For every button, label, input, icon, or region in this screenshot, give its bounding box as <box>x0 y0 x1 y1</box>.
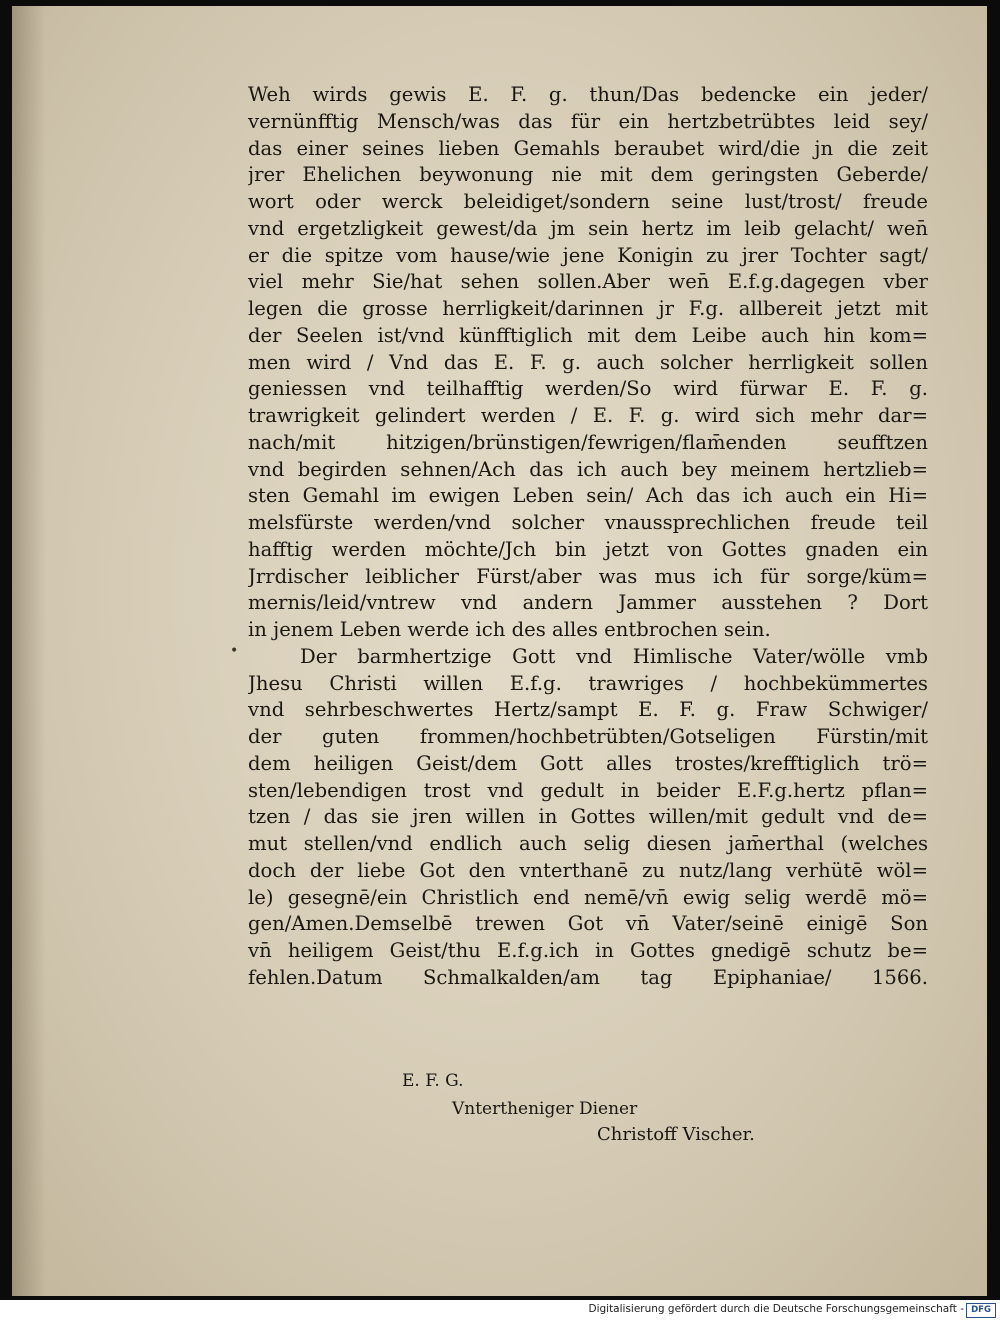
text-line: er die spitze vom hause/wie jene Konigin zu jrer Tochter sagt/ <box>248 243 928 267</box>
margin-mark: • <box>230 643 239 659</box>
funding-notice: Digitalisierung gefördert durch die Deutsche Forschungsgemeinschaft - <box>588 1303 964 1315</box>
text-line: vn̄ heiligem Geist/thu E.f.g.ich in Gottes gnedigē schutz be= <box>248 939 928 962</box>
body-text <box>248 82 928 992</box>
text-line: viel mehr Sie/hat sehen sollen.Aber wen̄ E.f.g.dagegen vber <box>248 270 928 294</box>
text-line: der Seelen ist/vnd künfftiglich mit dem Leibe auch hin kom= <box>248 323 928 347</box>
text-line: doch der liebe Got den vnterthanē zu nutz/lang verhütē wöl= <box>248 858 928 882</box>
text-line: melsfürste werden/vnd solcher vnaussprechlichen freude teil <box>248 511 928 534</box>
text-line: vnd begirden sehnen/Ach das ich auch bey meinem hertzlieb= <box>248 457 928 481</box>
footer-bar <box>0 1300 1000 1320</box>
text-line: Jrrdischer leiblicher Fürst/aber was mus ich für sorge/küm= <box>248 564 928 588</box>
paragraph-start-line: Der barmhertzige Gott vnd Himlische Vater/wölle vmb <box>300 644 928 668</box>
text-line: geniessen vnd teilhafftig werden/So wird fürwar E. F. g. <box>248 377 928 401</box>
text-line: das einer seines lieben Gemahls beraubet wird/die jn die zeit <box>248 136 928 160</box>
text-line: trawrigkeit gelindert werden / E. F. g. wird sich mehr dar= <box>248 404 928 427</box>
text-line: legen die grosse herrligkeit/darinnen jr F.g. allbereit jetzt mit <box>248 297 928 320</box>
text-line: in jenem Leben werde ich des alles entbrochen sein. <box>248 618 771 641</box>
text-line: gen/Amen.Demselbē trewen Got vn̄ Vater/seinē einigē Son <box>248 912 928 936</box>
text-line: jrer Ehelichen beywonung nie mit dem geringsten Geberde/ <box>248 163 928 187</box>
text-line: sten Gemahl im ewigen Leben sein/ Ach das ich auch ein Hi= <box>248 484 928 508</box>
text-line: fehlen.Datum Schmalkalden/am tag Epiphaniae/ 1566. <box>248 965 928 989</box>
text-line: dem heiligen Geist/dem Gott alles trostes/krefftiglich trö= <box>248 751 928 775</box>
text-line: mernis/leid/vntrew vnd andern Jammer ausstehen ? Dort <box>248 591 928 615</box>
signature-name: Christoff Vischer. <box>597 1124 755 1145</box>
text-line: vernünfftig Mensch/was das für ein hertzbetrübtes leid sey/ <box>248 109 928 133</box>
signature-abbreviation: E. F. G. <box>402 1071 464 1091</box>
text-line: wort oder werck beleidiget/sondern seine lust/trost/ freude <box>248 190 928 213</box>
book-page <box>12 6 987 1296</box>
text-line: vnd ergetzligkeit gewest/da jm sein hertz im leib gelacht/ wen̄ <box>248 216 928 240</box>
text-line: hafftig werden möchte/Jch bin jetzt von Gottes gnaden ein <box>248 537 928 561</box>
text-line: men wird / Vnd das E. F. g. auch solcher herrligkeit sollen <box>248 350 928 374</box>
text-line: tzen / das sie jren willen in Gottes willen/mit gedult vnd de= <box>248 805 928 829</box>
text-line: le) gesegnē/ein Christlich end nemē/vn̄ ewig selig werdē mö= <box>248 885 928 909</box>
text-line: Weh wirds gewis E. F. g. thun/Das bedencke ein jeder/ <box>248 83 928 106</box>
text-line: nach/mit hitzigen/brünstigen/fewrigen/flam̄enden seufftzen <box>248 430 928 454</box>
text-line: vnd sehrbeschwertes Hertz/sampt E. F. g. Fraw Schwiger/ <box>248 698 928 722</box>
text-line: der guten frommen/hochbetrübten/Gotseligen Fürstin/mit <box>248 725 928 748</box>
text-line: sten/lebendigen trost vnd gedult in beider E.F.g.hertz pflan= <box>248 778 928 802</box>
dfg-logo: DFG <box>966 1303 996 1318</box>
text-line: mut stellen/vnd endlich auch selig diesen jam̄erthal (welches <box>248 832 928 855</box>
signature-servant: Vntertheniger Diener <box>452 1099 638 1119</box>
text-line: Jhesu Christi willen E.f.g. trawriges / hochbekümmertes <box>248 671 928 695</box>
